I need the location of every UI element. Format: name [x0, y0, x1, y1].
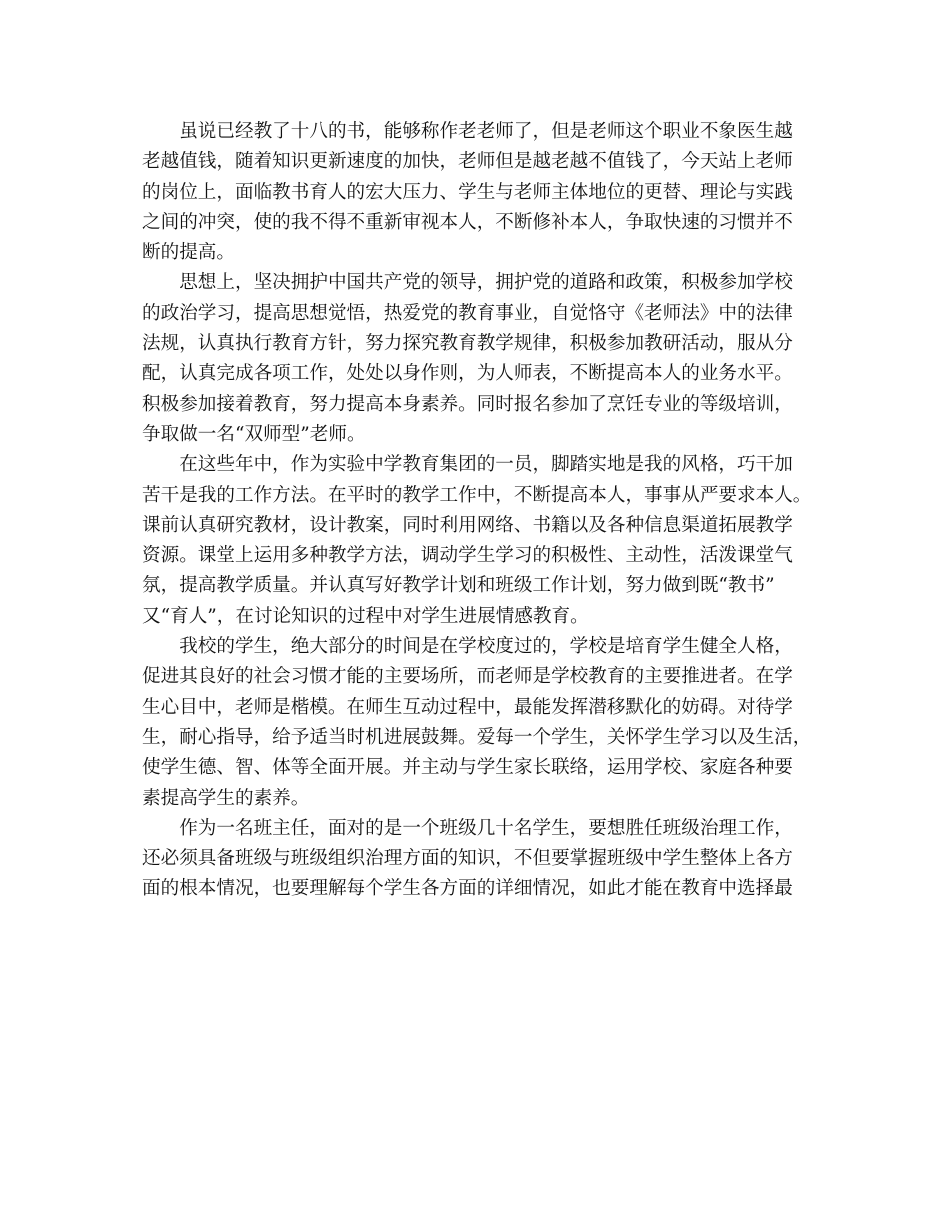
paragraph-ideology — [142, 268, 810, 450]
text-line: 又“育人”，在讨论知识的过程中对学生进展情感教育。 — [142, 605, 589, 627]
paragraph-work-method — [142, 450, 810, 632]
text-line: 氛，提高教学质量。并认真写好教学计划和班级工作计划，努力做到既“教书” — [142, 575, 775, 597]
text-line: 我校的学生，绝大部分的时间是在学校度过的，学校是培育学生健全人格， — [142, 636, 793, 658]
text-line: 虽说已经教了十八的书，能够称作老老师了，但是老师这个职业不象医生越 — [142, 121, 793, 142]
text-line: 思想上，坚决拥护中国共产党的领导，拥护党的道路和政策，积极参加学校 — [142, 272, 793, 294]
text-line: 苦干是我的工作方法。在平时的教学工作中，不断提高本人，事事从严要求本人。 — [142, 484, 812, 506]
text-line: 的岗位上，面临教书育人的宏大压力、学生与老师主体地位的更替、理论与实践 — [142, 181, 793, 203]
text-line: 还必须具备班级与班级组织治理方面的知识，不但要掌握班级中学生整体上各方 — [142, 848, 793, 870]
text-line: 生心目中，老师是楷模。在师生互动过程中，最能发挥潜移默化的妨碍。对待学 — [142, 696, 793, 718]
document-body — [142, 117, 810, 905]
text-line: 的政治学习，提高思想觉悟，热爱党的教育事业，自觉恪守《老师法》中的法律 — [142, 302, 793, 324]
paragraph-students — [142, 632, 810, 814]
paragraph-class-teacher — [142, 814, 810, 905]
text-line: 资源。课堂上运用多种教学方法，调动学生学习的积极性、主动性，活泼课堂气 — [142, 545, 793, 567]
text-line: 老越值钱，随着知识更新速度的加快，老师但是越老越不值钱了，今天站上老师 — [142, 151, 793, 173]
text-line: 课前认真研究教材，设计教案，同时利用网络、书籍以及各种信息渠道拓展教学 — [142, 514, 793, 536]
text-line: 配，认真完成各项工作，处处以身作则，为人师表，不断提高本人的业务水平。 — [142, 363, 793, 385]
text-line: 促进其良好的社会习惯才能的主要场所，而老师是学校教育的主要推进者。在学 — [142, 666, 793, 688]
text-line: 使学生德、智、体等全面开展。并主动与学生家长联络，运用学校、家庭各种要 — [142, 757, 793, 779]
text-line: 面的根本情况，也要理解每个学生各方面的详细情况，如此才能在教育中选择最 — [142, 878, 793, 900]
text-line: 作为一名班主任，面对的是一个班级几十名学生，要想胜任班级治理工作， — [142, 817, 793, 839]
text-line: 在这些年中，作为实验中学教育集团的一员，脚踏实地是我的风格，巧干加 — [142, 454, 793, 476]
text-line: 之间的冲突，使的我不得不重新审视本人，不断修补本人，争取快速的习惯并不 — [142, 211, 793, 233]
text-line: 争取做一名“双师型”老师。 — [142, 423, 366, 445]
text-line: 素提高学生的素养。 — [142, 787, 310, 809]
text-line: 生，耐心指导，给予适当时机进展鼓舞。爱每一个学生，关怀学生学习以及生活， — [142, 726, 812, 748]
text-line: 法规，认真执行教育方针，努力探究教育教学规律，积极参加教研活动，服从分 — [142, 333, 793, 355]
text-line: 积极参加接着教育，努力提高本身素养。同时报名参加了烹饪专业的等级培训， — [142, 393, 793, 415]
text-line: 断的提高。 — [142, 242, 235, 264]
paragraph-experience — [142, 117, 810, 268]
